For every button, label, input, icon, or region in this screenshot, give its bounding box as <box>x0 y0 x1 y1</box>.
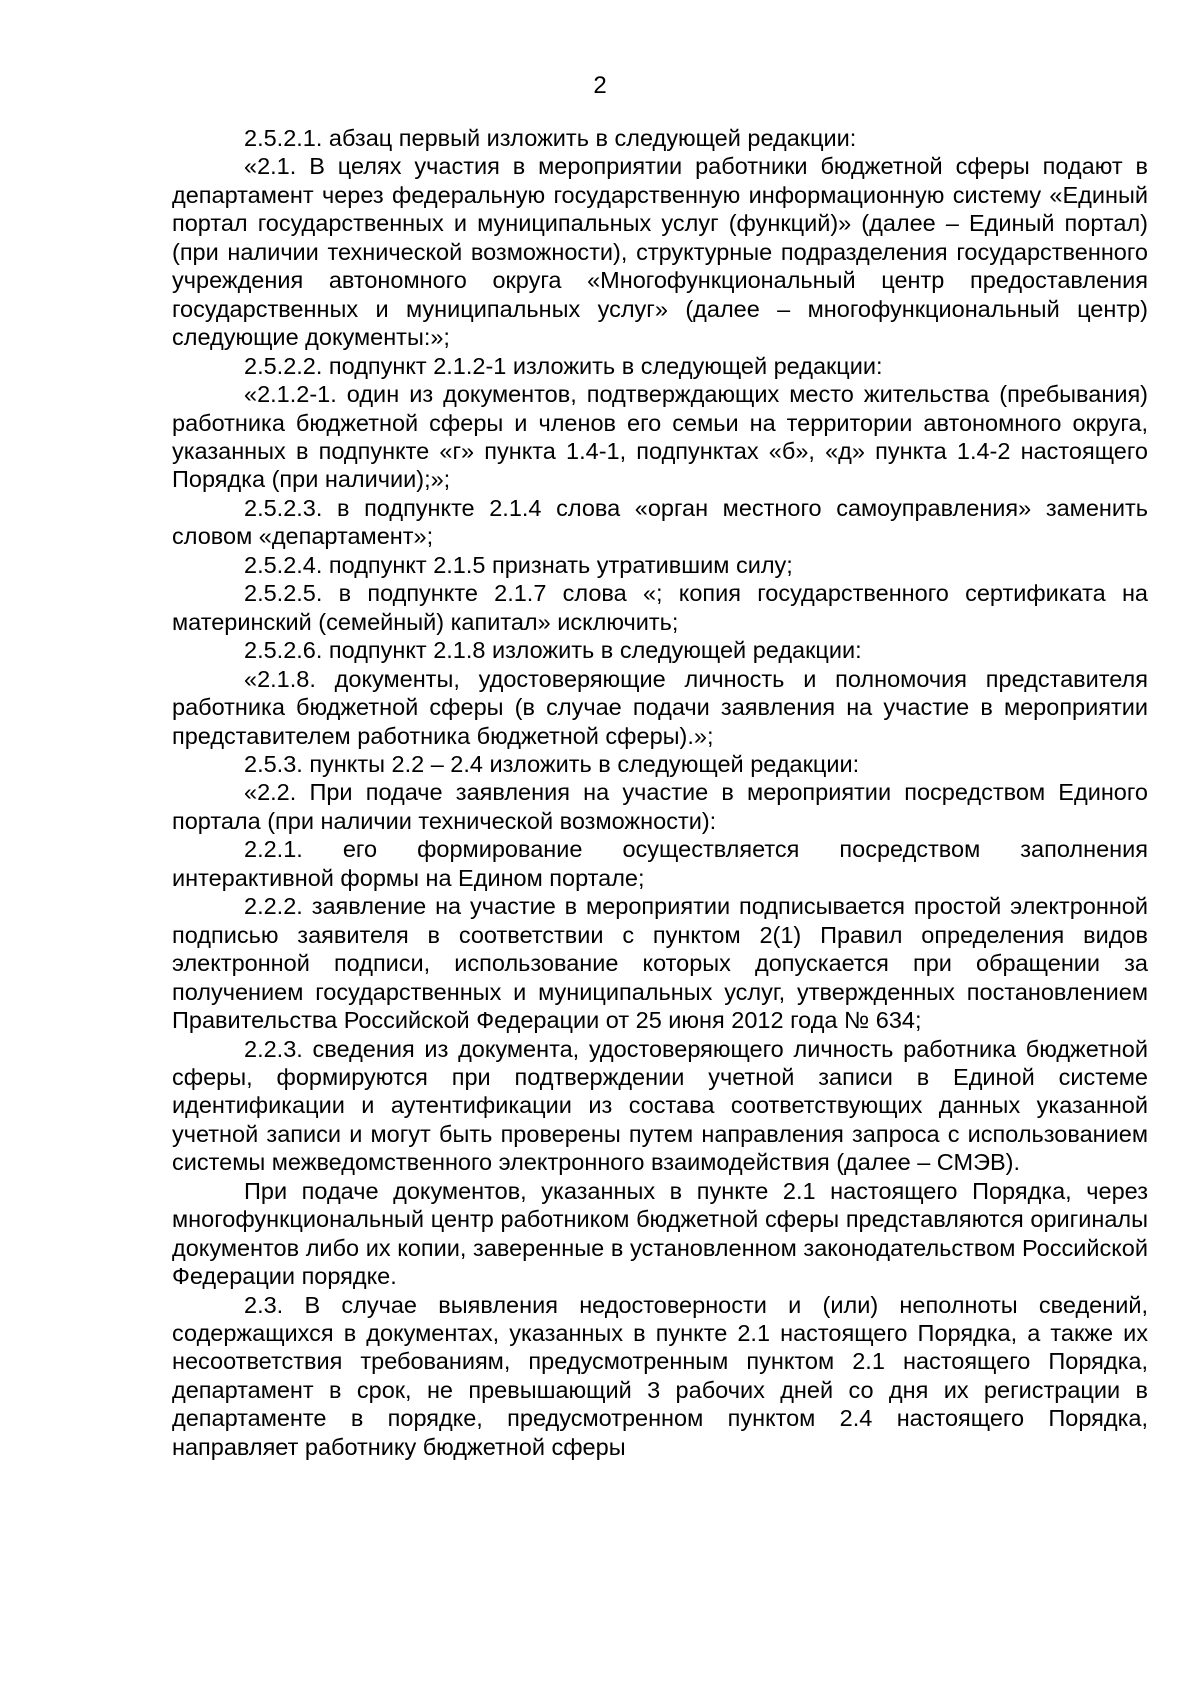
paragraph-2-2-1: 2.2.1. его формирование осуществляется посредством заполнения интерактивной формы на Едином портале; <box>172 836 1148 891</box>
page-number: 2 <box>593 72 607 99</box>
paragraph-quote-2-1-8: «2.1.8. документы, удостоверяющие личность и полномочия представителя работника бюджетной сферы (в случае подачи заявления на участие в мероприятии представителем работника бюджетной сферы).»; <box>172 665 1148 749</box>
paragraph-2-5-2-1: 2.5.2.1. абзац первый изложить в следующей редакции: <box>244 125 857 151</box>
paragraph-2-5-3: 2.5.3. пункты 2.2 – 2.4 изложить в следующей редакции: <box>244 750 860 777</box>
paragraph-2-5-2-5: 2.5.2.5. в подпункте 2.1.7 слова «; копия государственного сертификата на материнский (семейный) капитал» исключить; <box>172 580 1148 635</box>
paragraph-2-3: 2.3. В случае выявления недостоверности и (или) неполноты сведений, содержащихся в документах, указанных в пункте 2.1 настоящего Порядка, а также их несоответствия требованиям, предусмотренным пунктом 2.1 настоящего Порядка, департамент в срок, не превышающий 3 рабочих дней со дня их регистрации в департаменте в порядке, предусмотренном пунктом 2.4 настоящего Порядка, направляет работнику бюджетной сферы <box>172 1291 1148 1460</box>
paragraph-2-2-2: 2.2.2. заявление на участие в мероприятии подписывается простой электронной подписью заявителя в соответствии с пунктом 2(1) Правил определения видов электронной подписи, использование которых допускается при обращении за получением государственных и муниципальных услуг, утвержденных постановлением Правительства Российской Федерации от 25 июня 2012 года № 634; <box>172 893 1148 1034</box>
paragraph-2-5-2-4: 2.5.2.4. подпункт 2.1.5 признать утратившим силу; <box>244 551 793 578</box>
paragraph-quote-2-2: «2.2. При подаче заявления на участие в мероприятии посредством Единого портала (при наличии технической возможности): <box>172 779 1148 834</box>
paragraph-2-5-2-2: 2.5.2.2. подпункт 2.1.2-1 изложить в следующей редакции: <box>244 352 883 379</box>
paragraph-2-5-2-3: 2.5.2.3. в подпункте 2.1.4 слова «орган местного самоуправления» заменить словом «департамент»; <box>172 494 1148 550</box>
paragraph-quote-2-1-2-1: «2.1.2-1. один из документов, подтверждающих место жительства (пребывания) работника бюджетной сферы и членов его семьи на территории автономного округа, указанных в подпункте «г» пункта 1.4-1, подпунктах «б», «д» пункта 1.4-2 настоящего Порядка (при наличии);»; <box>172 381 1148 493</box>
paragraph-mfc-submission: При подаче документов, указанных в пункте 2.1 настоящего Порядка, через многофункциональный центр работником бюджетной сферы представляются оригиналы документов либо их копии, заверенные в установленном законодательством Российской Федерации порядке. <box>172 1177 1148 1290</box>
document-body <box>172 124 1148 1461</box>
paragraph-quote-2-1: «2.1. В целях участия в мероприятии работники бюджетной сферы подают в департамент через федеральную государственную информационную систему «Единый портал государственных и муниципальных услуг (функций)» (далее – Единый портал) (при наличии технической возможности), структурные подразделения государственного учреждения автономного округа «Многофункциональный центр предоставления государственных и муниципальных услуг» (далее – многофункциональный центр) следующие документы:»; <box>172 153 1148 351</box>
paragraph-2-5-2-6: 2.5.2.6. подпункт 2.1.8 изложить в следующей редакции: <box>244 637 862 664</box>
paragraph-2-2-3: 2.2.3. сведения из документа, удостоверяющего личность работника бюджетной сферы, формируются при подтверждении учетной записи в Единой системе идентификации и аутентификации из состава соответствующих данных указанной учетной записи и могут быть проверены путем направления запроса с использованием системы межведомственного электронного взаимодействия (далее – СМЭВ). <box>172 1035 1148 1176</box>
